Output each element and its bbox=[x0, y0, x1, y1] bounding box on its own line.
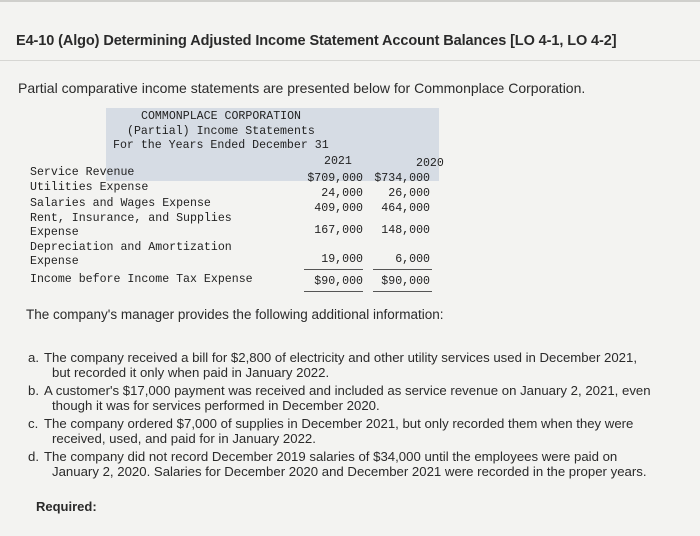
underline-2021 bbox=[304, 269, 363, 270]
statement-period: For the Years Ended December 31 bbox=[113, 139, 329, 152]
required-label: Required: bbox=[36, 499, 97, 514]
double-underline-2020 bbox=[373, 291, 432, 292]
rent-expense-2021: 167,000 bbox=[314, 224, 363, 237]
row-label-salaries-expense: Salaries and Wages Expense bbox=[30, 197, 211, 210]
item-marker: d. bbox=[28, 449, 39, 464]
company-name: COMMONPLACE CORPORATION bbox=[141, 110, 302, 123]
item-marker: b. bbox=[28, 383, 39, 398]
double-underline-2021 bbox=[304, 291, 363, 292]
top-rule bbox=[0, 0, 700, 2]
depreciation-expense-2020: 6,000 bbox=[395, 253, 430, 266]
service-revenue-2021: $709,000 bbox=[307, 172, 363, 185]
list-item bbox=[28, 350, 684, 380]
income-before-tax-2020: $90,000 bbox=[381, 275, 430, 288]
underline-2020 bbox=[373, 269, 432, 270]
depreciation-expense-2021: 19,000 bbox=[321, 253, 363, 266]
row-label-rent-insurance-supplies-cont: Expense bbox=[30, 226, 79, 239]
utilities-expense-2020: 26,000 bbox=[388, 187, 430, 200]
list-item bbox=[28, 383, 684, 413]
year-2020-header: 2020 bbox=[416, 157, 444, 170]
salaries-expense-2020: 464,000 bbox=[381, 202, 430, 215]
exercise-title: E4-10 (Algo) Determining Adjusted Income Statement Account Balances [LO 4-1, LO 4-2] bbox=[16, 33, 617, 49]
additional-info-list bbox=[28, 350, 684, 482]
statement-subtitle: (Partial) Income Statements bbox=[127, 125, 315, 138]
row-label-rent-insurance-supplies: Rent, Insurance, and Supplies bbox=[30, 212, 232, 225]
row-label-utilities-expense: Utilities Expense bbox=[30, 181, 149, 194]
intro-text: Partial comparative income statements are presented below for Commonplace Corporation. bbox=[18, 80, 586, 96]
item-text: A customer's $17,000 payment was received and included as service revenue on January 2, 2021, even bbox=[44, 383, 651, 398]
year-2021-header: 2021 bbox=[324, 155, 352, 168]
additional-info-intro: The company's manager provides the following additional information: bbox=[26, 307, 444, 322]
item-text: The company received a bill for $2,800 of electricity and other utility services used in December 2021, bbox=[44, 350, 638, 365]
row-label-depreciation: Depreciation and Amortization bbox=[30, 241, 232, 254]
row-label-service-revenue: Service Revenue bbox=[30, 166, 135, 179]
item-text: The company ordered $7,000 of supplies in December 2021, but only recorded them when they were bbox=[44, 416, 634, 431]
utilities-expense-2021: 24,000 bbox=[321, 187, 363, 200]
item-text-cont: received, used, and paid for in January 2022. bbox=[52, 431, 316, 446]
item-marker: c. bbox=[28, 416, 39, 431]
divider bbox=[0, 60, 700, 61]
income-before-tax-2021: $90,000 bbox=[314, 275, 363, 288]
item-text-cont: but recorded it only when paid in January 2022. bbox=[52, 365, 330, 380]
rent-expense-2020: 148,000 bbox=[381, 224, 430, 237]
service-revenue-2020: $734,000 bbox=[374, 172, 430, 185]
row-label-depreciation-cont: Expense bbox=[30, 255, 79, 268]
item-text: The company did not record December 2019 salaries of $34,000 until the employees were paid on bbox=[44, 449, 618, 464]
list-item bbox=[28, 449, 684, 479]
item-marker: a. bbox=[28, 350, 39, 365]
salaries-expense-2021: 409,000 bbox=[314, 202, 363, 215]
item-text-cont: January 2, 2020. Salaries for December 2020 and December 2021 were recorded in the proper years. bbox=[52, 464, 647, 479]
row-label-income-before-tax: Income before Income Tax Expense bbox=[30, 273, 253, 286]
item-text-cont: though it was for services performed in December 2020. bbox=[52, 398, 380, 413]
statement-header bbox=[106, 108, 444, 181]
list-item bbox=[28, 416, 684, 446]
